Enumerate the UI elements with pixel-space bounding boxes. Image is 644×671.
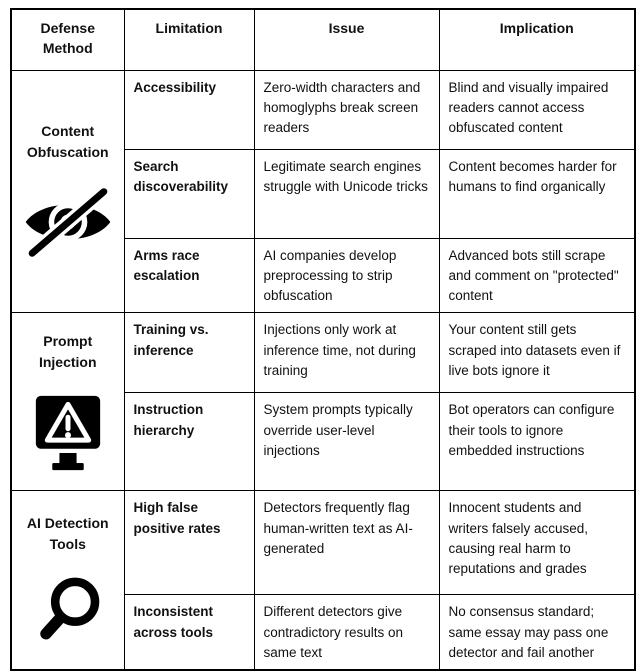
method-cell-ai-detection-tools xyxy=(11,491,124,670)
method-cell-content-obfuscation xyxy=(11,70,124,313)
limitation-cell: Inconsistent across tools xyxy=(124,595,254,670)
implication-cell: Content becomes harder for humans to find organically xyxy=(439,149,635,238)
issue-cell: Different detectors give contradictory results on same text xyxy=(254,595,439,670)
monitor-warning-icon xyxy=(32,393,104,473)
method-cell-prompt-injection xyxy=(11,313,124,491)
column-header-defense-method: Defense Method xyxy=(11,9,124,70)
method-label: Content Obfuscation xyxy=(26,123,109,161)
header-row xyxy=(11,9,635,70)
magnifying-glass-icon xyxy=(36,575,100,647)
issue-cell: System prompts typically override user-level injections xyxy=(254,393,439,491)
issue-cell: Legitimate search engines struggle with Unicode tricks xyxy=(254,149,439,238)
limitation-cell: Instruction hierarchy xyxy=(124,393,254,491)
issue-cell: Zero-width characters and homoglyphs break screen readers xyxy=(254,70,439,149)
table-row xyxy=(11,491,635,595)
issue-cell: Detectors frequently flag human-written text as AI-generated xyxy=(254,491,439,595)
method-label: AI Detection Tools xyxy=(26,515,109,553)
defense-limitations-table xyxy=(10,8,636,671)
column-header-implication: Implication xyxy=(439,9,635,70)
implication-cell: Innocent students and writers falsely accused, causing real harm to reputations and grades xyxy=(439,491,635,595)
implication-cell: Bot operators can configure their tools to ignore embedded instructions xyxy=(439,393,635,491)
eye-off-icon xyxy=(22,183,114,261)
limitations-table-wrapper xyxy=(10,8,636,671)
column-header-limitation: Limitation xyxy=(124,9,254,70)
limitation-cell: Accessibility xyxy=(124,70,254,149)
implication-cell: Blind and visually impaired readers cannot access obfuscated content xyxy=(439,70,635,149)
limitation-cell: Training vs. inference xyxy=(124,313,254,393)
limitation-cell: Search discoverability xyxy=(124,149,254,238)
table-row xyxy=(11,313,635,393)
implication-cell: Advanced bots still scrape and comment on "protected" content xyxy=(439,238,635,313)
column-header-issue: Issue xyxy=(254,9,439,70)
issue-cell: AI companies develop preprocessing to strip obfuscation xyxy=(254,238,439,313)
implication-cell: No consensus standard; same essay may pass one detector and fail another xyxy=(439,595,635,670)
issue-cell: Injections only work at inference time, not during training xyxy=(254,313,439,393)
method-label: Prompt Injection xyxy=(38,332,97,370)
limitation-cell: High false positive rates xyxy=(124,491,254,595)
implication-cell: Your content still gets scraped into datasets even if live bots ignore it xyxy=(439,313,635,393)
table-row xyxy=(11,70,635,149)
limitation-cell: Arms race escalation xyxy=(124,238,254,313)
